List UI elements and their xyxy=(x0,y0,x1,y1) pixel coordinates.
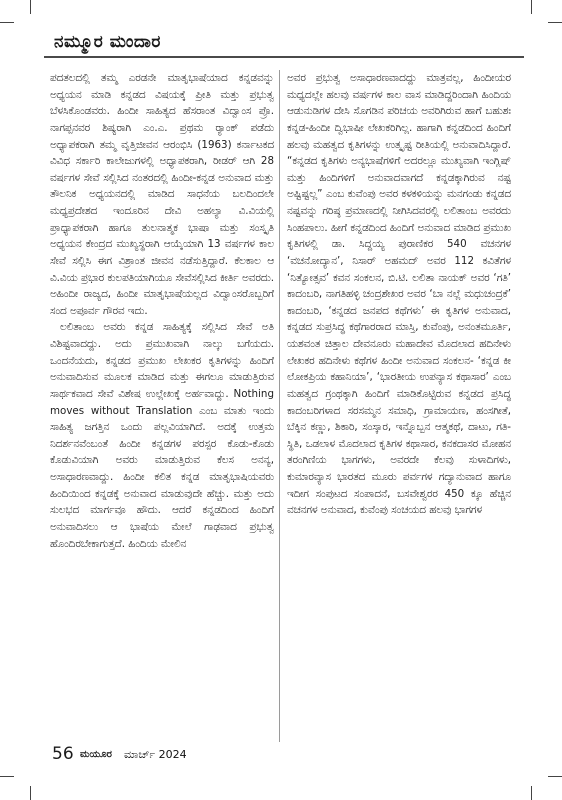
crop-mark xyxy=(30,786,31,800)
page-footer xyxy=(44,742,524,766)
crop-mark xyxy=(531,786,532,800)
crop-mark xyxy=(0,22,14,23)
page-header xyxy=(44,30,524,58)
crop-mark xyxy=(548,22,562,23)
left-column xyxy=(50,70,274,742)
crop-mark xyxy=(531,0,532,14)
paragraph: ಲಲಿತಾಂಬ ಅವರು ಕನ್ನಡ ಸಾಹಿತ್ಯಕ್ಕೆ ಸಲ್ಲಿಸಿದ ಸೇವೆ ಅತಿ ವಿಶಿಷ್ಟವಾದದ್ದು. ಅದು ಪ್ರಮುಖವಾಗಿ ನಾಲ್ಕು ಬಗೆಯದು. ಒಂದನೆಯದು, ಕನ್ನಡದ ಪ್ರಮುಖ ಲೇಖಕರ ಕೃತಿಗಳನ್ನು ಹಿಂದಿಗೆ ಅನುವಾದಿಸುವ ಮೂಲಕ ಮಾಡಿದ ಮತ್ತು ಈಗಲೂ ಮಾಡುತ್ತಿರುವ ಸಾರ್ಥಕವಾದ ಸೇವೆ ವಿಶೇಷ ಉಲ್ಲೇಖಕ್ಕೆ ಅರ್ಹವಾದ್ದು. Nothing moves without Translation ಎಂಬ ಮಾತು ಇಂದು ಸಾಹಿತ್ಯ ಜಗತ್ತಿನ ಒಂದು ಪಲ್ಲವಿಯಾಗಿದೆ. ಅದಕ್ಕೆ ಉತ್ತಮ ನಿದರ್ಶನವೆಂಬಂತೆ ಹಿಂದೀ ಕನ್ನಡಗಳ ಪರಸ್ಪರ ಕೊಡು-ಕೊಡು ಕೊಡುವಿಯಾಗಿ ಅವರು ಮಾಡುತ್ತಿರುವ ಕೆಲಸ ಅನನ್ಯ, ಅಸಾಧಾರಣವಾದ್ದು. ಹಿಂದೀ ಕಲಿತ ಕನ್ನಡ ಮಾತೃಭಾಷಿಯವರು ಹಿಂದಿಯಿಂದ ಕನ್ನಡಕ್ಕೆ ಅನುವಾದ ಮಾಡುವುದೇ ಹೆಚ್ಚು. ಮತ್ತು ಅದು ಸುಲಭದ ಮಾರ್ಗವೂ ಹೌದು. ಆದರೆ ಕನ್ನಡದಿಂದ ಹಿಂದಿಗೆ ಅನುವಾದಿಸಲು ಆ ಭಾಷೆಯ ಮೇಲೆ ಗಾಢವಾದ ಪ್ರಭುತ್ವ ಹೊಂದಿರಬೇಕಾಗುತ್ತದೆ. ಹಿಂದಿಯ ಮೇಲಿನ xyxy=(50,321,274,550)
paragraph: ಅವರ ಪ್ರಭುತ್ವ ಅಸಾಧಾರಣವಾದದ್ದು ಮಾತ್ರವಲ್ಲ, ಹಿಂದೀಯರ ಮಧ್ಯದಲ್ಲೇ ಹಲವು ವರ್ಷಗಳ ಕಾಲ ವಾಸ ಮಾಡಿದ್ದರಿಂದಾಗಿ ಹಿಂದಿಯ ಆಡುನುಡಿಗಳ ದೇಸಿ ಸೊಗಡಿನ ಪರಿಚಯ ಅವರಿಗಿರುವ ಹಾಗೆ ಬಹುಶಃ ಕನ್ನಡ-ಹಿಂದೀ ದ್ವಿಭಾಷೀ ಲೇಖಕರಿಗಿಲ್ಲ. ಹಾಗಾಗಿ ಕನ್ನಡದಿಂದ ಹಿಂದಿಗೆ ಹಲವು ಮಹತ್ವದ ಕೃತಿಗಳನ್ನು ಉತ್ಕೃಷ್ಟ ರೀತಿಯಲ್ಲಿ ಅನುವಾದಿಸಿದ್ದಾರೆ. “ಕನ್ನಡದ ಕೃತಿಗಳು ಅನ್ಯಭಾಷೆಗಳಿಗೆ ಅದರಲ್ಲೂ ಮುಖ್ಯವಾಗಿ ಇಂಗ್ಲಿಷ್ ಮತ್ತು ಹಿಂದಿಗಳಿಗೆ ಅನುವಾದವಾಗದೆ ಕನ್ನಡಕ್ಕಾಗಿರುವ ನಷ್ಟ ಅಷ್ಟಿಷ್ಟಲ್ಲ” ಎಂಬ ಕುವೆಂಪು ಅವರ ಕಳಕಳಿಯನ್ನು ಮನಗಂಡು ಕನ್ನಡದ ನಷ್ಟವನ್ನು ಗರಿಷ್ಠ ಪ್ರಮಾಣದಲ್ಲಿ ನೀಗಿಸಿದವರಲ್ಲಿ ಲಲಿತಾಂಬ ಅವರದು ಸಿಂಹಪಾಲು. ಹೀಗೆ ಕನ್ನಡದಿಂದ ಹಿಂದಿಗೆ ಅನುವಾದ ಮಾಡಿದ ಪ್ರಮುಖ ಕೃತಿಗಳಲ್ಲಿ ಡಾ. ಸಿದ್ದಯ್ಯ ಪುರಾಣಿಕರ 540 ವಚನಗಳ ‘ವಚನೋದ್ಯಾನ’, ನಿಸಾರ್ ಅಹಮದ್ ಅವರ 112 ಕವಿತೆಗಳ ‘ನಿತ್ಯೋತ್ಸವ’ ಕವನ ಸಂಕಲನ, ಬಿ.ಟಿ. ಲಲಿತಾ ನಾಯಕ್ ಅವರ ‘ಗತಿ’ ಕಾದಂಬರಿ, ನಾಗತಿಹಳ್ಳಿ ಚಂದ್ರಶೇಖರ ಅವರ ‘ಬಾ ನಲ್ಲೆ ಮಧುಚಂದ್ರಕೆ’ ಕಾದಂಬರಿ, ‘ಕನ್ನಡದ ಜನಪದ ಕಥೆಗಳು’ ಈ ಕೃತಿಗಳ ಅನುವಾದ, ಕನ್ನಡದ ಸುಪ್ರಸಿದ್ಧ ಕಥೆಗಾರರಾದ ಮಾಸ್ತಿ, ಕುವೆಂಪು, ಅನಂತಮೂರ್ತಿ, ಯಶವಂತ ಚಿತ್ತಾಲ ದೇವನೂರು ಮಹಾದೇವ ಮೊದಲಾದ ಹದಿನೇಳು ಲೇಖಕರ ಹದಿನೇಳು ಕಥೆಗಳ ಹಿಂದೀ ಅನುವಾದ ಸಂಕಲನ- ‘ಕನ್ನಡ ಕೀ ಲೋಕಪ್ರಿಯ ಕಹಾನಿಯಾ’, ‘ಭಾರತೀಯ ಉಪನ್ಯಾಸ ಕಥಾಸಾರ’ ಎಂಬ ಮಹತ್ವದ ಗ್ರಂಥಕ್ಕಾಗಿ ಹಿಂದಿಗೆ ಮಾಡಿಕೊಟ್ಟಿರುವ ಕನ್ನಡದ ಪ್ರಸಿದ್ಧ ಕಾದಂಬರಿಗಳಾದ ಸರಸಮ್ಮನ ಸಮಾಧಿ, ಗ್ರಾಮಾಯಣ, ಹಂಸಗೀತೆ, ಬೆಕ್ಕಿನ ಕಣ್ಣು, ಶಿಕಾರಿ, ಸಂಸ್ಕಾರ, ಇನ್ನೊಬ್ಬನ ಆತ್ಮಕಥೆ, ದಾಟು, ಗತಿ-ಸ್ಥಿತಿ, ಒಡಲಾಳ ಮೊದಲಾದ ಕೃತಿಗಳ ಕಥಾಸಾರ, ಕನಕದಾಸರ ಮೋಹನ ತರಂಗಿಣಿಯ ಭಾಗಗಳು, ಅವರದೇ ಕೆಲವು ಸುಳಾದಿಗಳು, ಕುಮಾರವ್ಯಾಸ ಭಾರತದ ಮೂರು ಪರ್ವಗಳ ಗದ್ಯಾನುವಾದ ಹಾಗೂ ಇದೀಗ ಸಂಪುಟದ ಸಂಪಾದನೆ, ಬಸವೇಶ್ವರರ 450 ಕ್ಕೂ ಹೆಚ್ಚಿನ ವಚನಗಳ ಅನುವಾದ, ಕುವೆಂಪು ಸಂಚಯದ ಹಲವು ಭಾಗಗಳ xyxy=(287,72,511,517)
magazine-logo: ಮಯೂರ xyxy=(80,749,112,760)
header-rule xyxy=(44,56,524,58)
right-column xyxy=(287,70,511,742)
column-divider xyxy=(279,70,280,742)
section-title: ನಮ್ಮೂರ ಮಂದಾರ xyxy=(54,32,161,52)
crop-mark xyxy=(0,776,14,777)
crop-mark xyxy=(548,776,562,777)
issue-date: ಮಾರ್ಚ್ 2024 xyxy=(124,748,187,761)
page-number: 56 xyxy=(52,744,74,764)
crop-mark xyxy=(30,0,31,14)
paragraph: ಪದತಲದಲ್ಲಿ ತಮ್ಮ ಎರಡನೇ ಮಾತೃಭಾಷೆಯಾದ ಕನ್ನಡವನ್ನು ಅಧ್ಯಯನ ಮಾಡಿ ಕನ್ನಡದ ವಿಷಯಕ್ಕೆ ಪ್ರೀತಿ ಮತ್ತು ಪ್ರಭುತ್ವ ಬೆಳಸಿಕೊಂಡವರು. ಹಿಂದೀ ಸಾಹಿತ್ಯದ ಹೆಸರಾಂತ ವಿದ್ವಾಂಸ ಪ್ರೊ. ನಾಗಪ್ಪನವರ ಶಿಷ್ಯರಾಗಿ ಎಂ.ಎ. ಪ್ರಥಮ ರ್‍ಯಾಂಕ್ ಪಡೆದು ಅಧ್ಯಾಪಕರಾಗಿ ತಮ್ಮ ವೃತ್ತಿಜೀವನ ಆರಂಭಿಸಿ (1963) ಕರ್ನಾಟಕದ ವಿವಿಧ ಸರ್ಕಾರಿ ಕಾಲೇಜುಗಳಲ್ಲಿ ಅಧ್ಯಾಪಕರಾಗಿ, ರೀಡರ್ ಆಗಿ 28 ವರ್ಷಗಳ ಸೇವೆ ಸಲ್ಲಿಸಿದ ನಂತರದಲ್ಲಿ ಹಿಂದೀ-ಕನ್ನಡ ಅನುವಾದ ಮತ್ತು ತೌಲನಿಕ ಅಧ್ಯಯನದಲ್ಲಿ ಮಾಡಿದ ಸಾಧನೆಯ ಬಲದಿಂದಲೇ ಮಧ್ಯಪ್ರದೇಶದ ಇಂದೂರಿನ ದೇವಿ ಅಹಲ್ಯಾ ವಿ.ವಿಯಲ್ಲಿ ಪ್ರಾಧ್ಯಾಪಕರಾಗಿ ಹಾಗೂ ತುಲನಾತ್ಮಕ ಭಾಷಾ ಮತ್ತು ಸಂಸ್ಕೃತಿ ಅಧ್ಯಯನ ಕೇಂದ್ರದ ಮುಖ್ಯಸ್ಥರಾಗಿ ಆಯ್ಕೆಯಾಗಿ 13 ವರ್ಷಗಳ ಕಾಲ ಸೇವೆ ಸಲ್ಲಿಸಿ ಈಗ ವಿಶ್ರಾಂತ ಜೀವನ ನಡೆಸುತ್ತಿದ್ದಾರೆ. ಕೆಲಕಾಲ ಆ ವಿ.ವಿಯ ಪ್ರಭಾರ ಕುಲಪತಿಯಾಗಿಯೂ ಸೇವೆಸಲ್ಲಿಸಿದ ಕೀರ್ತಿ ಅವರದು. ಅಹಿಂದೀ ರಾಜ್ಯದ, ಹಿಂದೀ ಮಾತೃಭಾಷೆಯಲ್ಲದ ವಿದ್ವಾಂಸರೊಬ್ಬರಿಗೆ ಸಂದ ಅಪೂರ್ವ ಗೌರವ ಇದು. xyxy=(50,72,274,317)
